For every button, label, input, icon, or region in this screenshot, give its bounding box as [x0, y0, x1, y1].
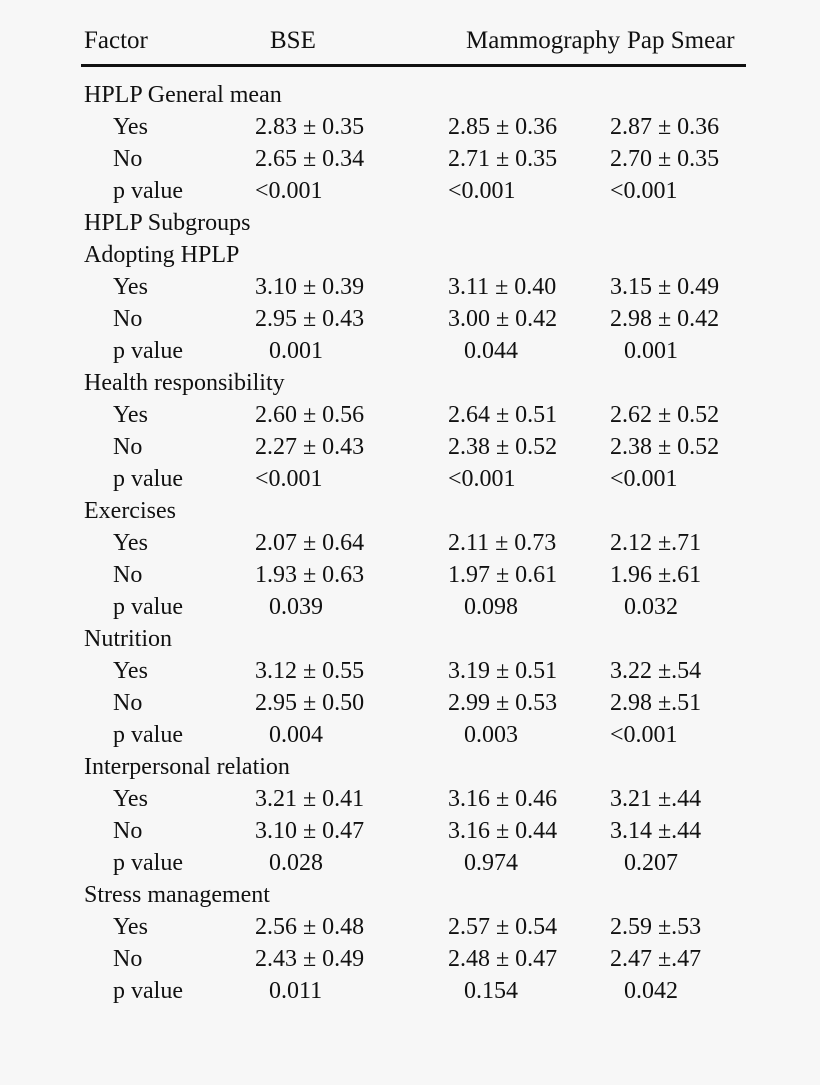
row-label: No	[113, 434, 143, 460]
cell-bse: 0.004	[269, 722, 323, 748]
cell-bse: 0.001	[269, 338, 323, 364]
cell-bse: <0.001	[255, 178, 323, 204]
cell-mammography: 0.003	[464, 722, 518, 748]
table-pvalue-row	[81, 847, 746, 879]
cell-mammography: 1.97 ± 0.61	[448, 562, 558, 588]
table-pvalue-row	[81, 719, 746, 751]
table-pvalue-row	[81, 975, 746, 1007]
table-header	[81, 26, 746, 66]
row-label: p value	[113, 178, 183, 204]
column-header-mammography: Mammography	[466, 27, 621, 54]
cell-pap-smear: 2.62 ± 0.52	[610, 402, 720, 428]
table-row	[81, 911, 746, 943]
table-section-row	[81, 367, 746, 399]
column-header-bse: BSE	[270, 27, 316, 54]
row-label: p value	[113, 466, 183, 492]
table-row	[81, 143, 746, 175]
table-section-row	[81, 879, 746, 911]
section-label: Adopting HPLP	[84, 242, 240, 268]
row-label: p value	[113, 338, 183, 364]
section-label: Stress management	[84, 882, 270, 908]
row-label: Yes	[113, 530, 148, 556]
cell-pap-smear: 2.98 ± 0.42	[610, 306, 720, 332]
row-label: Yes	[113, 658, 148, 684]
row-label: p value	[113, 850, 183, 876]
row-label: Yes	[113, 114, 148, 140]
row-label: Yes	[113, 914, 148, 940]
column-header-factor: Factor	[84, 27, 148, 54]
cell-bse: 2.56 ± 0.48	[255, 914, 365, 940]
cell-bse: 2.83 ± 0.35	[255, 114, 365, 140]
cell-pap-smear: 3.22 ±.54	[610, 658, 702, 684]
cell-bse: 2.95 ± 0.50	[255, 690, 365, 716]
cell-mammography: <0.001	[448, 178, 516, 204]
cell-mammography: 2.99 ± 0.53	[448, 690, 558, 716]
table-section-row	[81, 495, 746, 527]
row-label: Yes	[113, 786, 148, 812]
table-row	[81, 943, 746, 975]
row-label: No	[113, 146, 143, 172]
cell-pap-smear: 1.96 ±.61	[610, 562, 702, 588]
cell-bse: 0.011	[269, 978, 323, 1004]
table-row	[81, 815, 746, 847]
cell-mammography: 0.974	[464, 850, 518, 876]
cell-mammography: 0.098	[464, 594, 518, 620]
section-label: Nutrition	[84, 626, 172, 652]
cell-bse: 3.10 ± 0.47	[255, 818, 365, 844]
cell-mammography: 3.11 ± 0.40	[448, 274, 557, 300]
cell-pap-smear: 2.87 ± 0.36	[610, 114, 720, 140]
table-section-row	[81, 207, 746, 239]
cell-mammography: 0.044	[464, 338, 518, 364]
table-body	[81, 66, 746, 1008]
cell-mammography: 2.71 ± 0.35	[448, 146, 558, 172]
row-label: p value	[113, 722, 183, 748]
row-label: p value	[113, 594, 183, 620]
cell-bse: 0.039	[269, 594, 323, 620]
table-section-row	[81, 239, 746, 271]
cell-mammography: 2.38 ± 0.52	[448, 434, 558, 460]
table-section-row	[81, 623, 746, 655]
cell-mammography: 3.19 ± 0.51	[448, 658, 558, 684]
table-row	[81, 399, 746, 431]
section-label: HPLP Subgroups	[84, 210, 251, 236]
section-label: Exercises	[84, 498, 176, 524]
cell-mammography: 2.85 ± 0.36	[448, 114, 558, 140]
cell-bse: 2.60 ± 0.56	[255, 402, 365, 428]
cell-bse: 3.10 ± 0.39	[255, 274, 365, 300]
cell-pap-smear: 2.12 ±.71	[610, 530, 702, 556]
section-label: Health responsibility	[84, 370, 285, 396]
cell-mammography: 2.11 ± 0.73	[448, 530, 557, 556]
cell-pap-smear: 2.38 ± 0.52	[610, 434, 720, 460]
table-pvalue-row	[81, 175, 746, 207]
table-row	[81, 431, 746, 463]
cell-bse: 3.12 ± 0.55	[255, 658, 365, 684]
table-row	[81, 783, 746, 815]
table-section-row	[81, 751, 746, 783]
section-label: HPLP General mean	[84, 82, 282, 108]
cell-mammography: 2.48 ± 0.47	[448, 946, 558, 972]
cell-bse: <0.001	[255, 466, 323, 492]
cell-bse: 0.028	[269, 850, 323, 876]
table-container	[0, 26, 820, 1085]
cell-mammography: 3.16 ± 0.44	[448, 818, 558, 844]
cell-pap-smear: 0.207	[624, 850, 678, 876]
cell-pap-smear: <0.001	[610, 722, 678, 748]
cell-bse: 2.65 ± 0.34	[255, 146, 365, 172]
cell-bse: 2.27 ± 0.43	[255, 434, 365, 460]
table-row	[81, 655, 746, 687]
cell-pap-smear: 2.70 ± 0.35	[610, 146, 720, 172]
cell-pap-smear: 3.21 ±.44	[610, 786, 702, 812]
row-label: No	[113, 818, 143, 844]
row-label: Yes	[113, 402, 148, 428]
table-row	[81, 559, 746, 591]
statistics-table	[81, 26, 746, 1007]
cell-bse: 2.43 ± 0.49	[255, 946, 365, 972]
cell-pap-smear: 0.032	[624, 594, 678, 620]
cell-mammography: 2.57 ± 0.54	[448, 914, 558, 940]
table-pvalue-row	[81, 463, 746, 495]
cell-mammography: 0.154	[464, 978, 518, 1004]
row-label: No	[113, 690, 143, 716]
cell-pap-smear: 3.15 ± 0.49	[610, 274, 720, 300]
header-row	[81, 26, 746, 66]
cell-pap-smear: 2.47 ±.47	[610, 946, 702, 972]
table-row	[81, 303, 746, 335]
cell-mammography: <0.001	[448, 466, 516, 492]
column-header-pap-smear: Pap Smear	[627, 27, 735, 54]
cell-pap-smear: 2.59 ±.53	[610, 914, 702, 940]
table-section-row	[81, 66, 746, 112]
cell-bse: 1.93 ± 0.63	[255, 562, 365, 588]
cell-pap-smear: 0.001	[624, 338, 678, 364]
cell-pap-smear: 2.98 ±.51	[610, 690, 702, 716]
row-label: Yes	[113, 274, 148, 300]
table-row	[81, 271, 746, 303]
table-row	[81, 527, 746, 559]
cell-mammography: 3.16 ± 0.46	[448, 786, 558, 812]
table-row	[81, 687, 746, 719]
cell-pap-smear: 3.14 ±.44	[610, 818, 702, 844]
cell-pap-smear: <0.001	[610, 178, 678, 204]
cell-bse: 3.21 ± 0.41	[255, 786, 365, 812]
row-label: No	[113, 562, 143, 588]
cell-mammography: 2.64 ± 0.51	[448, 402, 558, 428]
row-label: No	[113, 946, 143, 972]
cell-bse: 2.07 ± 0.64	[255, 530, 365, 556]
row-label: No	[113, 306, 143, 332]
cell-pap-smear: <0.001	[610, 466, 678, 492]
section-label: Interpersonal relation	[84, 754, 290, 780]
row-label: p value	[113, 978, 183, 1004]
cell-mammography: 3.00 ± 0.42	[448, 306, 558, 332]
cell-bse: 2.95 ± 0.43	[255, 306, 365, 332]
table-pvalue-row	[81, 335, 746, 367]
table-row	[81, 111, 746, 143]
table-pvalue-row	[81, 591, 746, 623]
cell-pap-smear: 0.042	[624, 978, 678, 1004]
